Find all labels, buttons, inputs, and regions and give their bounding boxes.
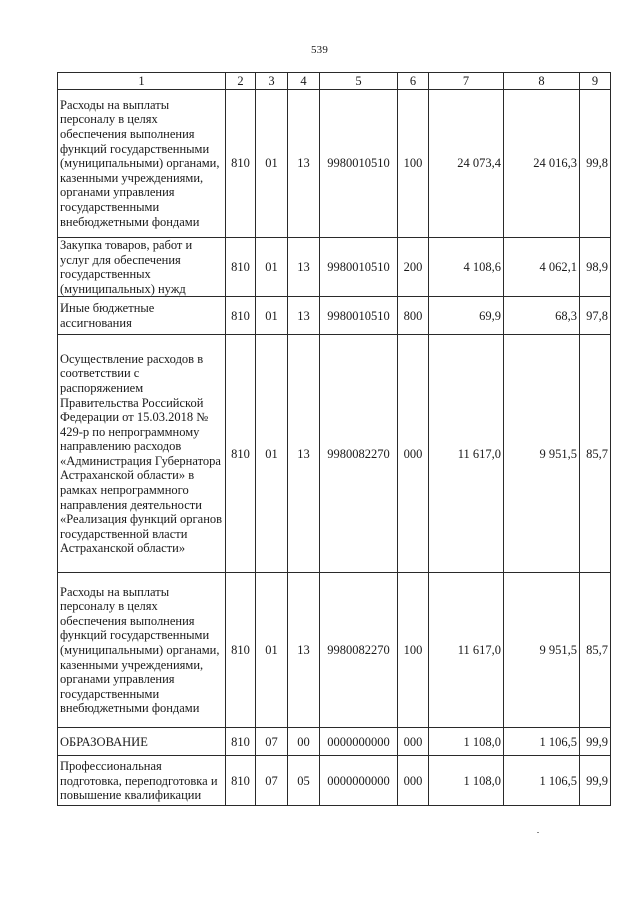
row-csr: 0000000000 bbox=[320, 728, 398, 756]
row-name: ОБРАЗОВАНИЕ bbox=[58, 728, 226, 756]
row-rz: 07 bbox=[256, 728, 288, 756]
table-row bbox=[58, 756, 611, 806]
header-cell: 9 bbox=[580, 73, 611, 90]
row-vr: 000 bbox=[398, 728, 429, 756]
row-rz: 01 bbox=[256, 238, 288, 297]
header-cell: 8 bbox=[504, 73, 580, 90]
row-percent: 99,9 bbox=[580, 756, 611, 806]
row-percent: 85,7 bbox=[580, 335, 611, 573]
row-csr: 9980082270 bbox=[320, 573, 398, 728]
row-vr: 100 bbox=[398, 90, 429, 238]
header-cell: 6 bbox=[398, 73, 429, 90]
row-vr: 200 bbox=[398, 238, 429, 297]
header-cell: 4 bbox=[288, 73, 320, 90]
row-fact: 1 106,5 bbox=[504, 728, 580, 756]
table-row bbox=[58, 90, 611, 238]
row-csr: 9980010510 bbox=[320, 238, 398, 297]
table-row bbox=[58, 573, 611, 728]
row-rz: 01 bbox=[256, 90, 288, 238]
row-csr: 9980082270 bbox=[320, 335, 398, 573]
row-percent: 99,9 bbox=[580, 728, 611, 756]
row-pr: 13 bbox=[288, 573, 320, 728]
row-ved: 810 bbox=[226, 90, 256, 238]
row-plan: 4 108,6 bbox=[429, 238, 504, 297]
row-fact: 68,3 bbox=[504, 297, 580, 335]
row-pr: 13 bbox=[288, 297, 320, 335]
page-number: 539 bbox=[310, 44, 329, 56]
row-vr: 100 bbox=[398, 573, 429, 728]
row-pr: 13 bbox=[288, 90, 320, 238]
row-rz: 07 bbox=[256, 756, 288, 806]
row-vr: 800 bbox=[398, 297, 429, 335]
row-ved: 810 bbox=[226, 573, 256, 728]
row-pr: 00 bbox=[288, 728, 320, 756]
row-vr: 000 bbox=[398, 756, 429, 806]
row-percent: 85,7 bbox=[580, 573, 611, 728]
row-plan: 11 617,0 bbox=[429, 573, 504, 728]
row-fact: 9 951,5 bbox=[504, 573, 580, 728]
header-cell: 3 bbox=[256, 73, 288, 90]
budget-execution-table bbox=[57, 72, 611, 806]
scan-speck bbox=[537, 832, 539, 833]
header-cell: 5 bbox=[320, 73, 398, 90]
row-ved: 810 bbox=[226, 756, 256, 806]
row-fact: 1 106,5 bbox=[504, 756, 580, 806]
row-pr: 13 bbox=[288, 238, 320, 297]
row-plan: 1 108,0 bbox=[429, 728, 504, 756]
row-csr: 0000000000 bbox=[320, 756, 398, 806]
row-fact: 4 062,1 bbox=[504, 238, 580, 297]
row-name: Расходы на выплаты персоналу в целях обеспечения выполнения функций государственными (муниципальными) органами, казенными учреждениями, органами управления государственными внебюджетными фондами bbox=[58, 573, 226, 728]
row-fact: 24 016,3 bbox=[504, 90, 580, 238]
row-csr: 9980010510 bbox=[320, 297, 398, 335]
table-row bbox=[58, 297, 611, 335]
row-ved: 810 bbox=[226, 297, 256, 335]
row-name: Профессиональная подготовка, переподготовка и повышение квалификации bbox=[58, 756, 226, 806]
table-row bbox=[58, 238, 611, 297]
row-plan: 11 617,0 bbox=[429, 335, 504, 573]
row-name: Осуществление расходов в соответствии с распоряжением Правительства Российской Федерации от 15.03.2018 № 429-р по непрограммному направлению расходов «Администрация Губернатора Астраханской области» в рамках непрограммного направления деятельности «Реализация функций органов государственной власти Астраханской области» bbox=[58, 335, 226, 573]
header-cell: 1 bbox=[58, 73, 226, 90]
row-name: Закупка товаров, работ и услуг для обеспечения государственных (муниципальных) нужд bbox=[58, 238, 226, 297]
row-rz: 01 bbox=[256, 335, 288, 573]
row-plan: 1 108,0 bbox=[429, 756, 504, 806]
row-pr: 05 bbox=[288, 756, 320, 806]
row-ved: 810 bbox=[226, 728, 256, 756]
header-cell: 2 bbox=[226, 73, 256, 90]
row-pr: 13 bbox=[288, 335, 320, 573]
row-percent: 99,8 bbox=[580, 90, 611, 238]
row-rz: 01 bbox=[256, 573, 288, 728]
row-name: Иные бюджетные ассигнования bbox=[58, 297, 226, 335]
table-row bbox=[58, 728, 611, 756]
row-vr: 000 bbox=[398, 335, 429, 573]
row-percent: 97,8 bbox=[580, 297, 611, 335]
row-percent: 98,9 bbox=[580, 238, 611, 297]
row-rz: 01 bbox=[256, 297, 288, 335]
row-plan: 69,9 bbox=[429, 297, 504, 335]
row-ved: 810 bbox=[226, 335, 256, 573]
table-row bbox=[58, 335, 611, 573]
row-plan: 24 073,4 bbox=[429, 90, 504, 238]
header-row bbox=[58, 73, 611, 90]
header-cell: 7 bbox=[429, 73, 504, 90]
row-name: Расходы на выплаты персоналу в целях обеспечения выполнения функций государственными (муниципальными) органами, казенными учреждениями, органами управления государственными внебюджетными фондами bbox=[58, 90, 226, 238]
row-csr: 9980010510 bbox=[320, 90, 398, 238]
row-fact: 9 951,5 bbox=[504, 335, 580, 573]
row-ved: 810 bbox=[226, 238, 256, 297]
